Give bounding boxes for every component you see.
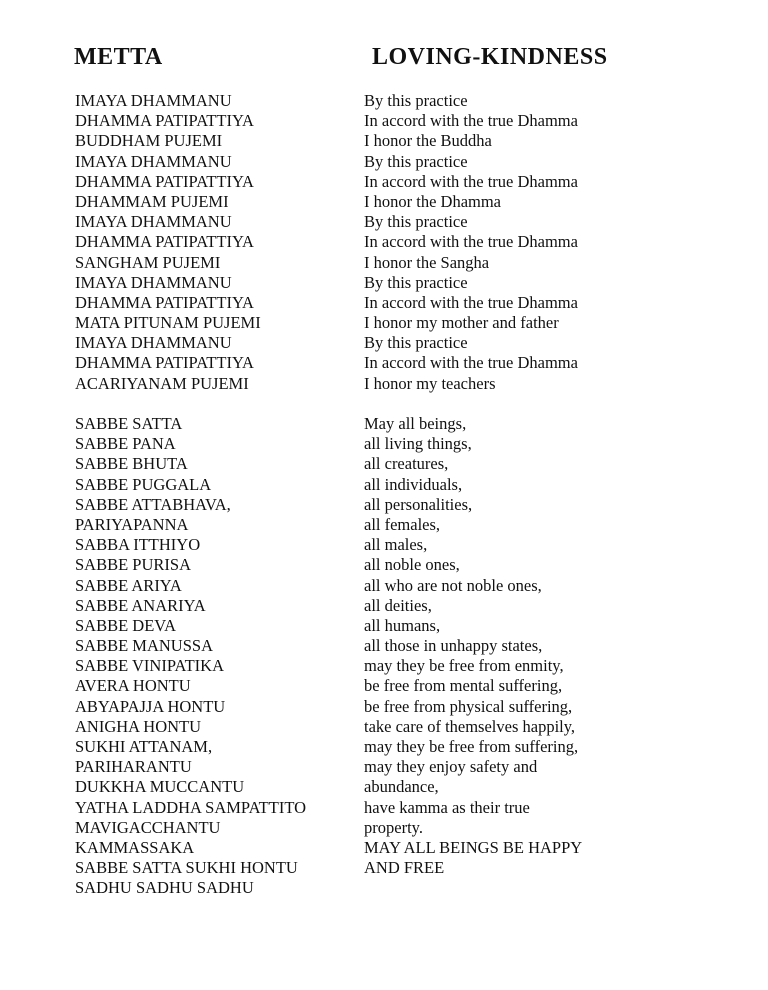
- english-line: In accord with the true Dhamma: [364, 353, 578, 373]
- pali-line: ABYAPAJJA HONTU: [75, 696, 226, 716]
- pali-line: DHAMMA PATIPATTIYA: [75, 171, 254, 191]
- english-line: In accord with the true Dhamma: [364, 111, 578, 131]
- pali-line: BUDDHAM PUJEMI: [75, 131, 223, 151]
- pali-line: SABBE ATTABHAVA,: [75, 494, 231, 514]
- pali-line: IMAYA DHAMMANU: [75, 272, 232, 292]
- english-line: all females,: [364, 514, 441, 534]
- english-line: may they enjoy safety and: [364, 757, 538, 777]
- pali-line: SANGHAM PUJEMI: [75, 252, 221, 272]
- pali-line: SABBE PANA: [75, 434, 176, 454]
- pali-line: PARIHARANTU: [75, 757, 192, 777]
- title-english: LOVING-KINDNESS: [372, 44, 608, 70]
- english-line: all males,: [364, 535, 428, 555]
- pali-line: SABBE VINIPATIKA: [75, 656, 224, 676]
- english-line: may they be free from enmity,: [364, 656, 564, 676]
- english-line: all humans,: [364, 615, 441, 635]
- pali-line: SABBE SATTA: [75, 414, 183, 433]
- english-line: I honor my teachers: [364, 373, 496, 393]
- english-line: By this practice: [364, 333, 468, 353]
- english-line: all living things,: [364, 434, 472, 454]
- english-line: By this practice: [364, 91, 468, 110]
- english-line: I honor my mother and father: [364, 313, 559, 333]
- pali-line: PARIYAPANNA: [75, 514, 189, 534]
- stanza-break: [75, 394, 306, 414]
- pali-line: SABBE BHUTA: [75, 454, 188, 474]
- pali-line: IMAYA DHAMMANU: [75, 212, 232, 232]
- pali-line: SABBE PUGGALA: [75, 474, 212, 494]
- title-pali: METTA: [74, 44, 163, 70]
- english-line: may they be free from suffering,: [364, 737, 579, 756]
- english-line: By this practice: [364, 272, 468, 292]
- pali-verse-column: [75, 91, 306, 899]
- pali-line: IMAYA DHAMMANU: [75, 91, 232, 110]
- pali-line: SABBE DEVA: [75, 615, 177, 635]
- pali-line: SABBE MANUSSA: [75, 636, 213, 656]
- english-line: be free from physical suffering,: [364, 696, 573, 716]
- english-line: take care of themselves happily,: [364, 716, 576, 736]
- pali-line: SABBE ANARIYA: [75, 595, 206, 615]
- english-line: MAY ALL BEINGS BE HAPPY: [364, 837, 583, 857]
- english-line: all personalities,: [364, 494, 473, 514]
- english-line: abundance,: [364, 777, 439, 797]
- english-line: have kamma as their true: [364, 797, 530, 817]
- english-line: In accord with the true Dhamma: [364, 232, 578, 252]
- pali-line: DUKKHA MUCCANTU: [75, 777, 245, 797]
- english-line: By this practice: [364, 212, 468, 232]
- english-line: May all beings,: [364, 414, 467, 433]
- english-line: all noble ones,: [364, 555, 460, 575]
- pali-line: DHAMMA PATIPATTIYA: [75, 353, 254, 373]
- english-line: I honor the Buddha: [364, 131, 492, 151]
- pali-line: ANIGHA HONTU: [75, 716, 202, 736]
- pali-line: IMAYA DHAMMANU: [75, 333, 232, 353]
- pali-line: MATA PITUNAM PUJEMI: [75, 313, 261, 333]
- stanza-break: [364, 394, 582, 414]
- english-line: I honor the Sangha: [364, 252, 490, 272]
- pali-line: AVERA HONTU: [75, 676, 191, 696]
- pali-line: DHAMMA PATIPATTIYA: [75, 292, 254, 312]
- english-line: all those in unhappy states,: [364, 636, 543, 656]
- pali-line: KAMMASSAKA: [75, 837, 195, 857]
- pali-line: IMAYA DHAMMANU: [75, 151, 232, 171]
- english-line: all individuals,: [364, 474, 463, 494]
- pali-line: YATHA LADDHA SAMPATTITO: [75, 797, 307, 817]
- pali-line: SUKHI ATTANAM,: [75, 737, 213, 756]
- english-verse-column: [364, 91, 582, 878]
- pali-line: DHAMMAM PUJEMI: [75, 191, 229, 211]
- pali-line: SABBE PURISA: [75, 555, 191, 575]
- pali-line: SADHU SADHU SADHU: [75, 878, 254, 898]
- pali-line: ACARIYANAM PUJEMI: [75, 373, 249, 393]
- english-line: By this practice: [364, 151, 468, 171]
- pali-line: DHAMMA PATIPATTIYA: [75, 232, 254, 252]
- english-line: all deities,: [364, 595, 432, 615]
- english-line: In accord with the true Dhamma: [364, 292, 578, 312]
- pali-line: SABBA ITTHIYO: [75, 535, 201, 555]
- english-line: I honor the Dhamma: [364, 191, 502, 211]
- english-line: In accord with the true Dhamma: [364, 171, 578, 191]
- pali-line: SABBE SATTA SUKHI HONTU: [75, 858, 298, 878]
- english-line: all who are not noble ones,: [364, 575, 542, 595]
- english-line: property.: [364, 817, 423, 837]
- pali-line: DHAMMA PATIPATTIYA: [75, 111, 254, 131]
- english-line: all creatures,: [364, 454, 449, 474]
- pali-line: SABBE ARIYA: [75, 575, 182, 595]
- pali-line: MAVIGACCHANTU: [75, 817, 221, 837]
- english-line: be free from mental suffering,: [364, 676, 563, 696]
- english-line: AND FREE: [364, 858, 445, 878]
